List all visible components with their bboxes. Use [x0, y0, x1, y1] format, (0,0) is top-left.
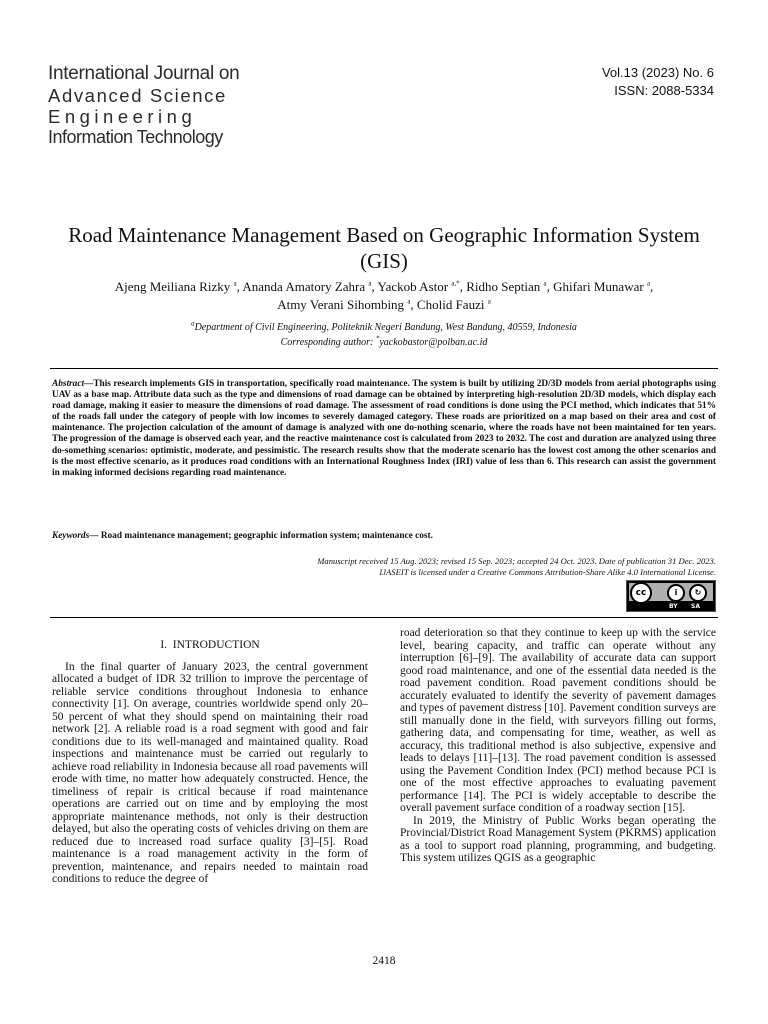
- badge-sa-label: SA: [691, 603, 700, 610]
- author: Ananda Amatory Zahra $^a$,: [242, 279, 378, 294]
- author: Yackob Astor $^{a,*}$,: [377, 279, 467, 294]
- author: Cholid Fauzi $^a$: [416, 297, 491, 312]
- section-heading: I. INTRODUCTION: [160, 639, 260, 651]
- body-column-right: [400, 627, 716, 865]
- journal-name-line-2: Advanced Science: [48, 85, 227, 106]
- license-statement: IJASEIT is licensed under a Creative Commons Attribution-Share Alike 4.0 International License.: [379, 567, 716, 578]
- affiliation: $^a$Department of Civil Engineering, Politeknik Negeri Bandung, West Bandung, 40559, Indonesia: [191, 319, 577, 333]
- badge-by-label: BY: [669, 603, 678, 610]
- body-paragraph: In 2019, the Ministry of Public Works began operating the Provincial/District Road Management System (PKRMS) application as a tool to support road planning, programming, and budgeting. This system utilizes QGIS as a geographic: [400, 814, 716, 864]
- body-paragraph: road deterioration so that they continue to keep up with the service level, bearing capacity, and traffic can operate without any interruption [6]–[9]. The availability of accurate data can support good road maintenance, and one of the essential data needed is the road pavement condition. Road pavement conditions should be accurately evaluated to identify the severity of pavement damages and types of pavement distress [10]. Pavement condition surveys are still manually done in the field, with surveyors filling out forms, gathering data, and compensating for time, weather, as well as accuracy, this traditional method is also subjective, expensive and leads to delays [11]–[13]. The road pavement condition is assessed using the Pavement Condition Index (PCI) method because PCI is one of the most effective approaches to evaluating pavement performance [14]. The PCI is widely acceptable to describe the overall pavement surface condition of a roadway section [15].: [400, 627, 716, 814]
- manuscript-dates: Manuscript received 15 Aug. 2023; revised 15 Sep. 2023; accepted 24 Oct. 2023. Date of publication 31 Dec. 2023.: [317, 556, 716, 566]
- journal-name-line-4: Information Technology: [48, 127, 223, 147]
- issn-label: ISSN: 2088-5334: [614, 83, 714, 98]
- body-column-left: [52, 639, 368, 886]
- keywords: [52, 530, 716, 542]
- corresponding-email[interactable]: yackobastor@polban.ac.id: [379, 337, 488, 348]
- volume-label: Vol.13 (2023) No. 6: [601, 65, 714, 80]
- abstract: [52, 379, 716, 479]
- divider-bottom: [50, 617, 718, 618]
- cc-by-sa-badge[interactable]: [626, 580, 716, 612]
- cc-icon: cc: [630, 582, 652, 604]
- author: Atmy Verani Sihombing $^a$,: [277, 297, 417, 312]
- issue-info: [602, 64, 714, 100]
- divider-top: [50, 368, 718, 369]
- author-list: [50, 278, 718, 314]
- affiliation-block: [60, 320, 708, 350]
- abstract-label: Abstract: [52, 379, 85, 389]
- author: Ajeng Meiliana Rizky $^a$,: [114, 279, 243, 294]
- by-person-icon: i: [667, 584, 685, 602]
- page-number: 2418: [372, 955, 396, 967]
- body-paragraph: In the final quarter of January 2023, the central government allocated a budget of IDR 32 trillion to improve the percentage of reliable service conditions throughout Indonesia to enhance connectivity [1]. On average, countries worldwide spend only 20–50 percent of what they should spend on maintaining their road network [2]. A reliable road is a road segment with good and fair conditions due to its well-managed and maintained quality. Road inspections and maintenance must be carried out regularly to achieve road reliability in Indonesia because all road pavements will erode with time, no matter how adequately constructed. Hence, the timeliness of repair is critical because if road maintenance operations are carried out on time and by employing the most appropriate maintenance methods, not only is their destruction delayed, but also the operating costs of vehicles driving on them are reduced due to increased road surface quality [3]–[5]. Road maintenance is a road management activity in the form of prevention, maintenance, and repairs needed to maintain road conditions to reduce the degree of: [52, 660, 368, 885]
- paper-title: Road Maintenance Management Based on Geographic Information System (GIS): [68, 223, 700, 273]
- journal-name-line-1: International Journal on: [48, 63, 240, 84]
- badge-top: [629, 583, 713, 601]
- journal-logo: [48, 64, 268, 146]
- abstract-text: —This research implements GIS in transportation, specifically road maintenance. The system is built by utilizing 2D/3D models from aerial photographs using UAV as a base map. Attribute data such as the type and dimensions of road damage can be obtained by interpreting high-resolution 2D/3D models, which display each road damage, making it easier to measure the dimensions of road damage. The assessment of road conditions is done using the PCI method, which indicates that 51% of the roads fall under the category of people with low incomes to severely damaged category. These roads are prioritized on a map based on their area and cost of maintenance. The projection calculation of the amount of damage is analyzed with one do-nothing scenario, where the roads have not been maintained for ten years. The progression of the damage is observed each year, and the reactive maintenance cost is calculated from 2023 to 2032. The cost and duration are analyzed using three do-something scenarios: optimistic, moderate, and pessimistic. The research results show that the moderate scenario has the lowest cost among the other scenarios and is the most effective scenario, as it produces road conditions with an International Roughness Index (IRI) value of less than 6. This research can assist the government in making informed decisions regarding road maintenance.: [52, 379, 716, 478]
- journal-name-line-3: Engineering: [48, 105, 197, 127]
- author: Ridho Septian $^a$,: [466, 279, 554, 294]
- corresponding-author: Corresponding author: *yackobastor@polban.ac.id: [280, 334, 488, 348]
- author: Ghifari Munawar $^a$,: [553, 279, 654, 294]
- keywords-text: — Road maintenance management; geographic information system; maintenance cost.: [89, 531, 433, 541]
- share-alike-icon: ↻: [689, 584, 707, 602]
- manuscript-info: [116, 556, 716, 579]
- keywords-label: Keywords: [52, 531, 90, 541]
